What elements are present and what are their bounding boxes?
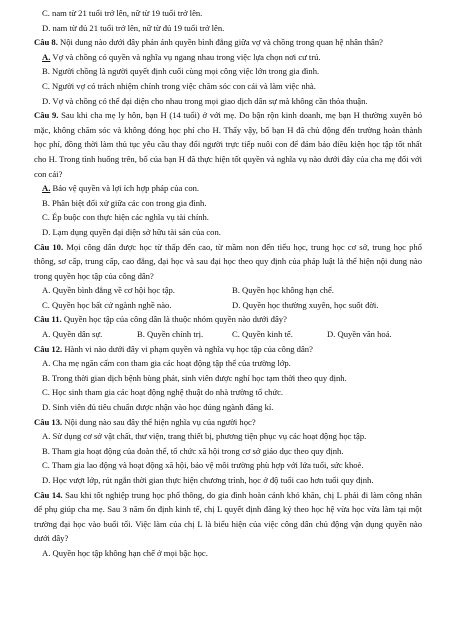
option-a: A. Cha mẹ ngăn cấm con tham gia các hoạt động tập thể của trường lớp.: [42, 358, 291, 369]
option-c: C. Tham gia lao động và hoạt động xã hội, bảo vệ môi trường phù hợp với lứa tuổi, sức khoẻ.: [42, 460, 364, 471]
option-b: B. Phân biệt đối xử giữa các con trong gia đình.: [42, 197, 207, 208]
option-b: B. Tham gia hoạt động của đoàn thể, tổ chức xã hội trong cơ sở giáo dục theo quy định.: [42, 445, 344, 456]
question-14: Câu 14. Sau khi tốt nghiệp trung học phổ thông, do gia đình hoàn cảnh khó khăn, chị L phải đi làm công nhân để phụ giúp cha mẹ. Sau 3 năm ổn định kinh tế, chị L quyết định đăng ký theo học hệ vừa học vừa làm tại một trường đại học vào buổi tối. Việc làm của chị L là biểu hiện của việc công dân chủ động vận dụng quyền nào dưới đây?: [34, 489, 422, 544]
option-a: A. Vợ và chồng có quyền và nghĩa vụ ngang nhau trong việc lựa chọn nơi cư trú.: [42, 51, 321, 62]
option-a: A. Sử dụng cơ sở vật chất, thư viện, trang thiết bị, phương tiện phục vụ các hoạt động học tập.: [42, 431, 367, 442]
question-10: Câu 10. Mọi công dân được học từ thấp đến cao, từ mầm non đến tiểu học, trung học cơ sở, trung học phổ thông, sơ cấp, trung cấp, cao đẳng, đại học và sau đại học theo quy định của pháp luật là thể hiện nội dung nào trong quyền học tập của công dân?: [34, 241, 422, 281]
option-b: B. Người chồng là người quyết định cuối cùng mọi công việc lớn trong gia đình.: [42, 66, 320, 77]
options-row: [34, 327, 422, 342]
option-d: D. nam từ đủ 21 tuổi trở lên, nữ từ đủ 19 tuổi trở lên.: [42, 22, 225, 33]
option-c: C. nam từ 21 tuổi trở lên, nữ từ 19 tuổi trở lên.: [42, 8, 203, 18]
option-c: C. Ép buộc con thực hiện các nghĩa vụ tài chính.: [42, 212, 209, 223]
option-c: C. Quyền kinh tế.: [232, 329, 293, 340]
options-row-cd: [34, 298, 422, 313]
question-12: Câu 12. Hành vi nào dưới đây vi phạm quyền và nghĩa vụ học tập của công dân?: [34, 343, 313, 354]
option-a: A. Quyền bình đẳng về cơ hội học tập.: [42, 285, 175, 296]
question-11: Câu 11. Quyền học tập của công dân là thuộc nhóm quyền nào dưới đây?: [34, 314, 287, 325]
option-b: B. Quyền chính trị.: [137, 329, 204, 340]
question-13: Câu 13. Nội dung nào sau đây thể hiện nghĩa vụ của người học?: [34, 416, 256, 427]
option-d: D. Lạm dụng quyền đại diện sở hữu tài sản của con.: [42, 226, 221, 237]
options-row-ab: [34, 283, 422, 298]
option-c: C. Người vợ có trách nhiệm chính trong việc chăm sóc con cái và làm việc nhà.: [42, 80, 316, 91]
question-9: Câu 9. Sau khi cha mẹ ly hôn, bạn H (14 tuổi) ở với mẹ. Do bận rộn kinh doanh, mẹ bạn H thường xuyên bỏ mặc, không chăm sóc và không đóng học phí cho H. Thấy vậy, bố bạn H đã chủ động đến trường hoàn thành học phí, đồng thời làm thủ tục yêu cầu thay đổi người trực tiếp nuôi con để đảm bảo điều kiện học tập tốt nhất cho H. Trong tình huống trên, bố của bạn H đã thực hiện tốt quyền và nghĩa vụ nào dưới đây của cha mẹ đối với con cái?: [34, 110, 422, 179]
option-a: A. Quyền dân sự.: [42, 329, 103, 340]
option-b: B. Trong thời gian dịch bệnh bùng phát, sinh viên được nghỉ học tạm thời theo quy định.: [42, 372, 347, 383]
option-d: D. Quyền văn hoá.: [327, 329, 392, 340]
option-b: B. Quyền học không hạn chế.: [232, 285, 334, 296]
option-c: C. Quyền học bất cứ ngành nghề nào.: [42, 299, 172, 310]
option-a: A. Bảo vệ quyền và lợi ích hợp pháp của con.: [42, 183, 200, 194]
option-d: D. Học vượt lớp, rút ngắn thời gian thực hiện chương trình, học ở độ tuổi cao hơn tuổi quy định.: [42, 475, 374, 485]
option-a: A. Quyền học tập không hạn chế ở mọi bậc học.: [42, 547, 208, 558]
option-c: C. Học sinh tham gia các hoạt động nghệ thuật do nhà trường tổ chức.: [42, 387, 284, 398]
option-d: D. Quyền học thường xuyên, học suốt đời.: [232, 299, 379, 310]
option-d: D. Vợ và chồng có thể đại diện cho nhau trong mọi giao dịch dân sự mà không cần thỏa thuận.: [42, 95, 368, 106]
option-d: D. Sinh viên đủ tiêu chuẩn được nhận vào học đúng ngành đăng kí.: [42, 402, 274, 413]
question-8: Câu 8. Nội dung nào dưới đây phản ánh quyền bình đẳng giữa vợ và chồng trong quan hệ nhân thân?: [34, 37, 383, 48]
